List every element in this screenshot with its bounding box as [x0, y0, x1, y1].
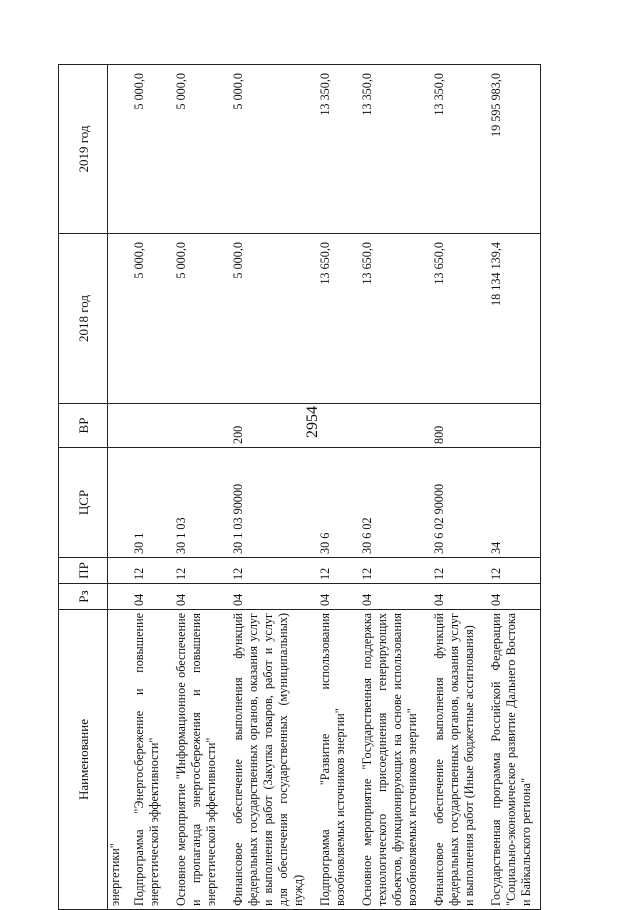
cell-2018: 13 650,0: [354, 234, 426, 404]
cell-pr: 12: [354, 558, 426, 584]
cell-csr: 34: [483, 448, 541, 558]
cell-2018: 5 000,0: [126, 234, 168, 404]
table-row: [483, 65, 541, 910]
cell-vr: [354, 404, 426, 448]
cell-csr: 30 1 03 90000: [225, 448, 312, 558]
cell-name: Государственная программа Российской Федерации "Социально-экономическое развитие Дальнего Востока и Байкальского региона": [483, 610, 541, 910]
cell-rz: 04: [126, 584, 168, 610]
cell-csr: [108, 448, 126, 558]
cell-pr: [108, 558, 126, 584]
table-header-row: [59, 65, 108, 910]
table-row: [354, 65, 426, 910]
cell-2018: 5 000,0: [168, 234, 225, 404]
col-header-2019: 2019 год: [59, 65, 108, 234]
cell-2019: 13 350,0: [312, 65, 354, 234]
cell-csr: 30 1 03: [168, 448, 225, 558]
col-header-vr: ВР: [59, 404, 108, 448]
col-header-pr: ПР: [59, 558, 108, 584]
cell-2019: 5 000,0: [126, 65, 168, 234]
table-row: [426, 65, 483, 910]
cell-name: Финансовое обеспечение выполнения функций федеральных государственных органов, оказания услуг и выполнения работ (Закупка товаров, работ и услуг для обеспечения государственных (муниципальных) нужд): [225, 610, 312, 910]
cell-csr: 30 1: [126, 448, 168, 558]
cell-name: Подпрограмма "Энергосбережение и повышение энергетической эффективности": [126, 610, 168, 910]
table-row: [168, 65, 225, 910]
cell-pr: 12: [168, 558, 225, 584]
cell-rz: 04: [354, 584, 426, 610]
cell-2018: 13 650,0: [426, 234, 483, 404]
cell-2019: 5 000,0: [225, 65, 312, 234]
table-row: [126, 65, 168, 910]
table-row: [312, 65, 354, 910]
cell-2019: 13 350,0: [354, 65, 426, 234]
cell-rz: 04: [483, 584, 541, 610]
cell-name: Основное мероприятие "Государственная поддержка технологического присоединения генерирующих объектов, функционирующих на основе использования возобновляемых источников энергии": [354, 610, 426, 910]
budget-table: [58, 64, 541, 910]
cell-vr: 200: [225, 404, 312, 448]
cell-2018: 18 134 139,4: [483, 234, 541, 404]
cell-rz: [108, 584, 126, 610]
cell-pr: 12: [225, 558, 312, 584]
col-header-rz: Рз: [59, 584, 108, 610]
cell-name: Подпрограмма "Развитие использования возобновляемых источников энергии": [312, 610, 354, 910]
table-row: [108, 65, 126, 910]
cell-vr: [108, 404, 126, 448]
page-number: 2954: [304, 406, 321, 438]
cell-csr: 30 6 02 90000: [426, 448, 483, 558]
cell-name: энергетики": [108, 610, 126, 910]
cell-rz: 04: [426, 584, 483, 610]
cell-rz: 04: [168, 584, 225, 610]
cell-2019: 13 350,0: [426, 65, 483, 234]
cell-pr: 12: [483, 558, 541, 584]
cell-pr: 12: [312, 558, 354, 584]
budget-table-sheet: [58, 65, 590, 910]
col-header-name: Наименование: [59, 610, 108, 910]
cell-vr: [126, 404, 168, 448]
cell-rz: 04: [312, 584, 354, 610]
cell-name: Основное мероприятие "Информационное обеспечение и пропаганда энергосбережения и повышения энергетической эффективности": [168, 610, 225, 910]
cell-csr: 30 6 02: [354, 448, 426, 558]
cell-pr: 12: [426, 558, 483, 584]
cell-2018: [108, 234, 126, 404]
cell-2019: [108, 65, 126, 234]
cell-vr: [168, 404, 225, 448]
cell-2019: 5 000,0: [168, 65, 225, 234]
cell-pr: 12: [126, 558, 168, 584]
cell-csr: 30 6: [312, 448, 354, 558]
cell-vr: [483, 404, 541, 448]
cell-2019: 19 595 983,0: [483, 65, 541, 234]
cell-2018: 13 650,0: [312, 234, 354, 404]
cell-vr: 800: [426, 404, 483, 448]
cell-2018: 5 000,0: [225, 234, 312, 404]
cell-rz: 04: [225, 584, 312, 610]
col-header-csr: ЦСР: [59, 448, 108, 558]
cell-vr: [312, 404, 354, 448]
col-header-2018: 2018 год: [59, 234, 108, 404]
table-row: [225, 65, 312, 910]
cell-name: Финансовое обеспечение выполнения функций федеральных государственных органов, оказания услуг и выполнения работ (Иные бюджетные ассигнования): [426, 610, 483, 910]
